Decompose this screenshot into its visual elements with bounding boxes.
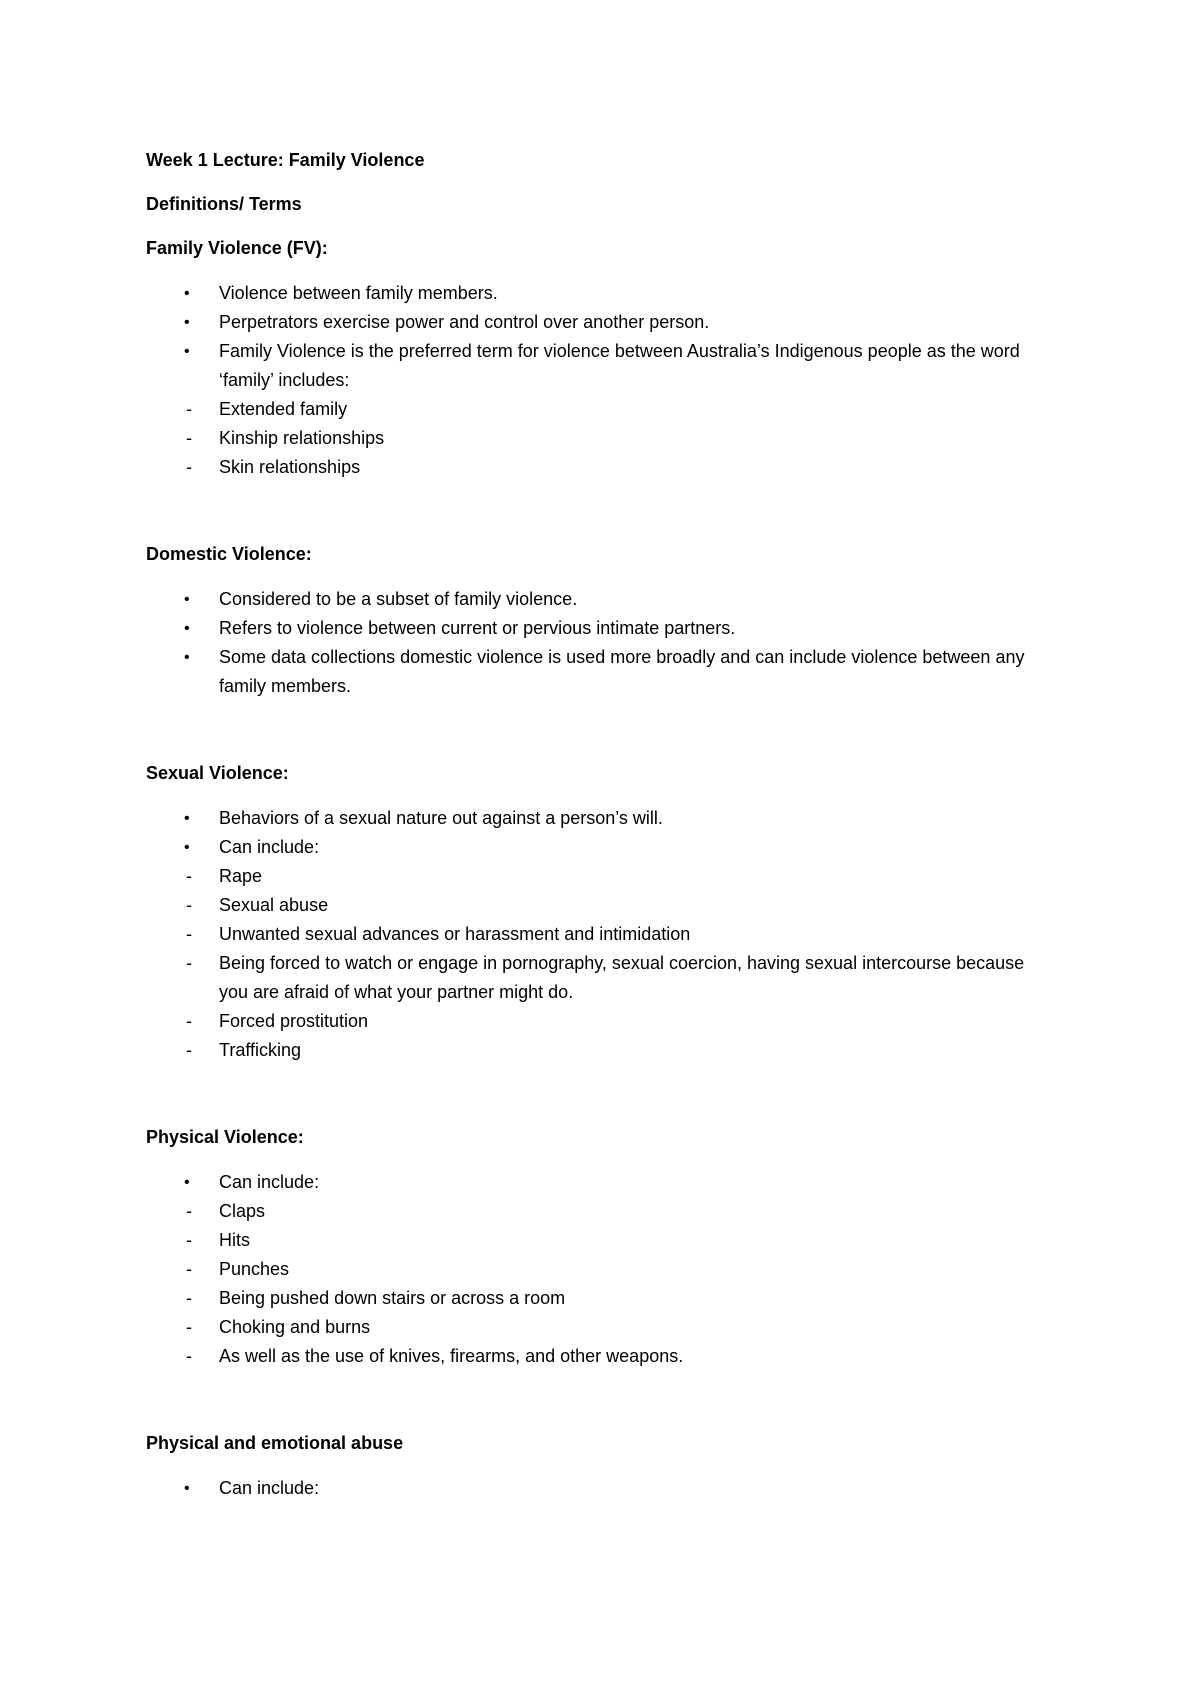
list-item xyxy=(146,1342,1056,1371)
list-item-text: Can include: xyxy=(219,1478,320,1498)
list-item xyxy=(146,920,1056,949)
list-item xyxy=(146,308,1056,337)
list-item xyxy=(146,395,1056,424)
dash-marker: - xyxy=(186,1230,192,1250)
list-item-text: Skin relationships xyxy=(219,457,361,477)
list-item-text: Family Violence is the preferred term for violence between Australia’s Indigenous people as the word ‘family’ includes: xyxy=(219,341,1020,390)
section-physical-emotional-abuse xyxy=(146,1429,1056,1503)
list-item xyxy=(146,891,1056,920)
bullet-marker: • xyxy=(184,591,190,608)
dash-marker: - xyxy=(186,399,192,419)
list-item-text: Can include: xyxy=(219,837,320,857)
list-item xyxy=(146,1168,1056,1197)
dash-marker: - xyxy=(186,895,192,915)
list-item-text: Punches xyxy=(219,1259,290,1279)
list-item-text: Kinship relationships xyxy=(219,428,385,448)
list-item xyxy=(146,1036,1056,1065)
bullet-marker: • xyxy=(184,343,190,360)
bullet-marker: • xyxy=(184,285,190,302)
section-sexual-violence xyxy=(146,759,1056,1065)
bullet-marker: • xyxy=(184,620,190,637)
list-item-text: Hits xyxy=(219,1230,250,1250)
dash-marker: - xyxy=(186,1288,192,1308)
list-item xyxy=(146,614,1056,643)
dash-marker: - xyxy=(186,866,192,886)
dash-marker: - xyxy=(186,457,192,477)
section-domestic-violence xyxy=(146,540,1056,701)
list-item-text: Rape xyxy=(219,866,263,886)
bullet-marker: • xyxy=(184,839,190,856)
section-list xyxy=(146,585,1056,701)
bullet-marker: • xyxy=(184,314,190,331)
section-list xyxy=(146,279,1056,482)
bullet-marker: • xyxy=(184,649,190,666)
list-item-text: Being forced to watch or engage in pornography, sexual coercion, having sexual intercourse because you are afraid of what your partner might do. xyxy=(219,953,1025,1002)
section-heading: Physical and emotional abuse xyxy=(146,1433,404,1453)
dash-marker: - xyxy=(186,428,192,448)
list-item-text: Violence between family members. xyxy=(219,283,498,303)
list-item xyxy=(146,337,1056,395)
list-item-text: Some data collections domestic violence is used more broadly and can include violence between any family members. xyxy=(219,647,1025,696)
document-subtitle: Definitions/ Terms xyxy=(146,194,302,214)
section-heading: Sexual Violence: xyxy=(146,763,289,783)
section-heading: Domestic Violence: xyxy=(146,544,312,564)
list-item-text: Can include: xyxy=(219,1172,320,1192)
list-item-text: Claps xyxy=(219,1201,266,1221)
list-item xyxy=(146,949,1056,1007)
list-item xyxy=(146,1197,1056,1226)
list-item-text: Refers to violence between current or pervious intimate partners. xyxy=(219,618,736,638)
list-item-text: Extended family xyxy=(219,399,348,419)
dash-marker: - xyxy=(186,1317,192,1337)
dash-marker: - xyxy=(186,1346,192,1366)
list-item-text: As well as the use of knives, firearms, and other weapons. xyxy=(219,1346,684,1366)
list-item-text: Perpetrators exercise power and control over another person. xyxy=(219,312,710,332)
dash-marker: - xyxy=(186,924,192,944)
list-item xyxy=(146,453,1056,482)
list-item-text: Unwanted sexual advances or harassment and intimidation xyxy=(219,924,691,944)
bullet-marker: • xyxy=(184,810,190,827)
section-heading: Family Violence (FV): xyxy=(146,238,328,258)
document-body xyxy=(146,146,1056,1503)
list-item-text: Forced prostitution xyxy=(219,1011,369,1031)
section-list xyxy=(146,804,1056,1065)
bullet-marker: • xyxy=(184,1174,190,1191)
section-family-violence xyxy=(146,234,1056,482)
dash-marker: - xyxy=(186,953,192,973)
document-title: Week 1 Lecture: Family Violence xyxy=(146,150,425,170)
section-list xyxy=(146,1168,1056,1371)
bullet-marker: • xyxy=(184,1480,190,1497)
list-item xyxy=(146,862,1056,891)
dash-marker: - xyxy=(186,1259,192,1279)
list-item xyxy=(146,804,1056,833)
dash-marker: - xyxy=(186,1011,192,1031)
list-item-text: Choking and burns xyxy=(219,1317,371,1337)
list-item-text: Being pushed down stairs or across a room xyxy=(219,1288,566,1308)
dash-marker: - xyxy=(186,1201,192,1221)
list-item xyxy=(146,424,1056,453)
list-item xyxy=(146,279,1056,308)
list-item xyxy=(146,1313,1056,1342)
list-item xyxy=(146,1007,1056,1036)
list-item xyxy=(146,833,1056,862)
list-item xyxy=(146,643,1056,701)
list-item-text: Trafficking xyxy=(219,1040,302,1060)
list-item-text: Sexual abuse xyxy=(219,895,329,915)
section-physical-violence xyxy=(146,1123,1056,1371)
dash-marker: - xyxy=(186,1040,192,1060)
list-item-text: Considered to be a subset of family violence. xyxy=(219,589,578,609)
list-item xyxy=(146,1255,1056,1284)
list-item xyxy=(146,1474,1056,1503)
section-list xyxy=(146,1474,1056,1503)
list-item xyxy=(146,585,1056,614)
list-item xyxy=(146,1284,1056,1313)
section-heading: Physical Violence: xyxy=(146,1127,304,1147)
list-item xyxy=(146,1226,1056,1255)
list-item-text: Behaviors of a sexual nature out against a person’s will. xyxy=(219,808,663,828)
